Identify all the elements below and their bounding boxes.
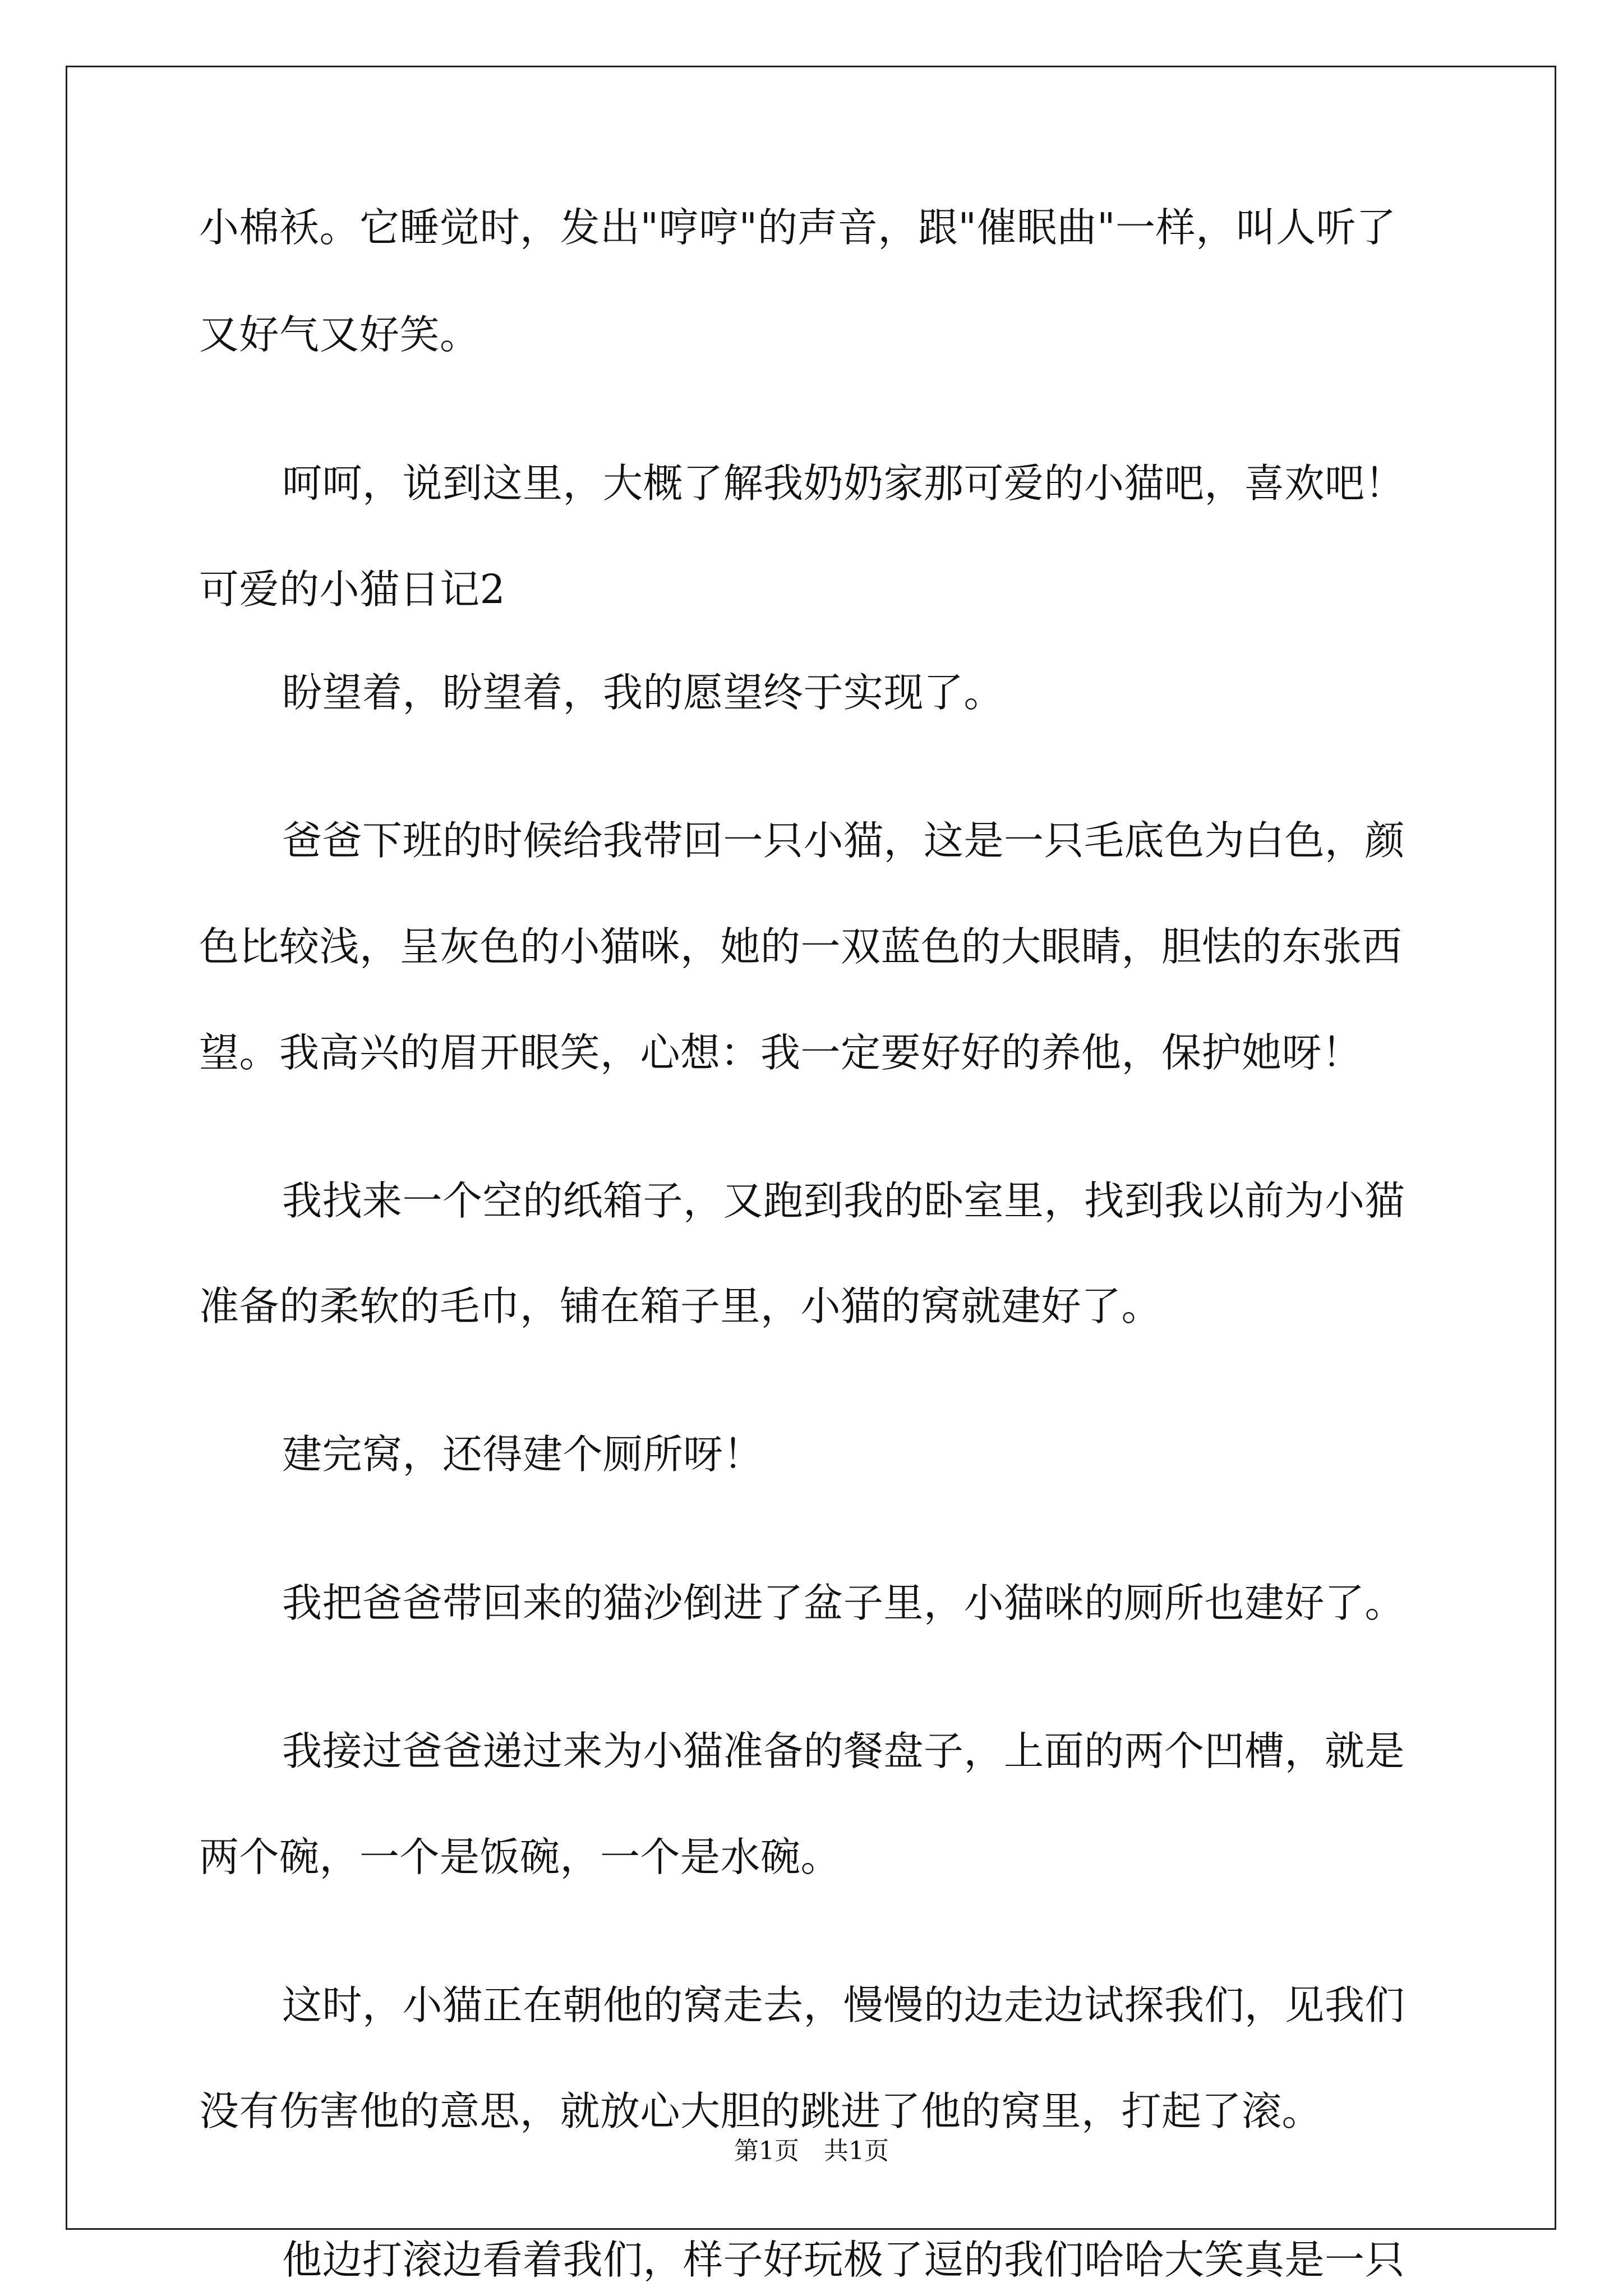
text-line-8: 望。我高兴的眉开眼笑，心想：我一定要好好的养他，保护她呀！ (199, 1029, 1362, 1076)
document-body (199, 204, 1433, 2283)
text-line-15: 这时，小猫正在朝他的窝走去，慢慢的边走边试探我们，见我们 (282, 1982, 1405, 2028)
text-line-7: 色比较浅，呈灰色的小猫咪，她的一双蓝色的大眼睛，胆怯的东张西 (199, 923, 1403, 970)
text-line-13: 我接过爸爸递过来为小猫准备的餐盘子，上面的两个凹槽，就是 (282, 1728, 1405, 1774)
text-line-11: 建完窝，还得建个厕所呀！ (282, 1431, 764, 1478)
text-line-5: 盼望着，盼望着，我的愿望终于实现了。 (282, 669, 1004, 716)
text-line-3: 呵呵，说到这里，大概了解我奶奶家那可爱的小猫吧，喜欢吧！ (282, 460, 1405, 507)
text-line-6: 爸爸下班的时候给我带回一只小猫，这是一只毛底色为白色，颜 (282, 817, 1405, 864)
section-heading: 可爱的小猫日记2 (199, 566, 506, 613)
text-line-16: 没有伤害他的意思，就放心大胆的跳进了他的窝里，打起了滚。 (199, 2088, 1322, 2134)
text-line-9: 我找来一个空的纸箱子，又跑到我的卧室里，找到我以前为小猫 (282, 1177, 1405, 1224)
text-line-17: 他边打滚边看着我们，样子好玩极了逗的我们哈哈大笑真是一只 (282, 2237, 1405, 2283)
text-line-2: 又好气又好笑。 (199, 311, 480, 358)
page-number-footer: 第1页 共1页 (734, 2137, 889, 2165)
text-line-14: 两个碗，一个是饭碗，一个是水碗。 (199, 1834, 841, 1880)
text-line-10: 准备的柔软的毛巾，铺在箱子里，小猫的窝就建好了。 (199, 1283, 1162, 1329)
text-line-1: 小棉袄。它睡觉时，发出"哼哼"的声音，跟"催眠曲"一样，叫人听了 (199, 204, 1396, 251)
text-line-12: 我把爸爸带回来的猫沙倒进了盆子里，小猫咪的厕所也建好了。 (282, 1580, 1405, 1626)
